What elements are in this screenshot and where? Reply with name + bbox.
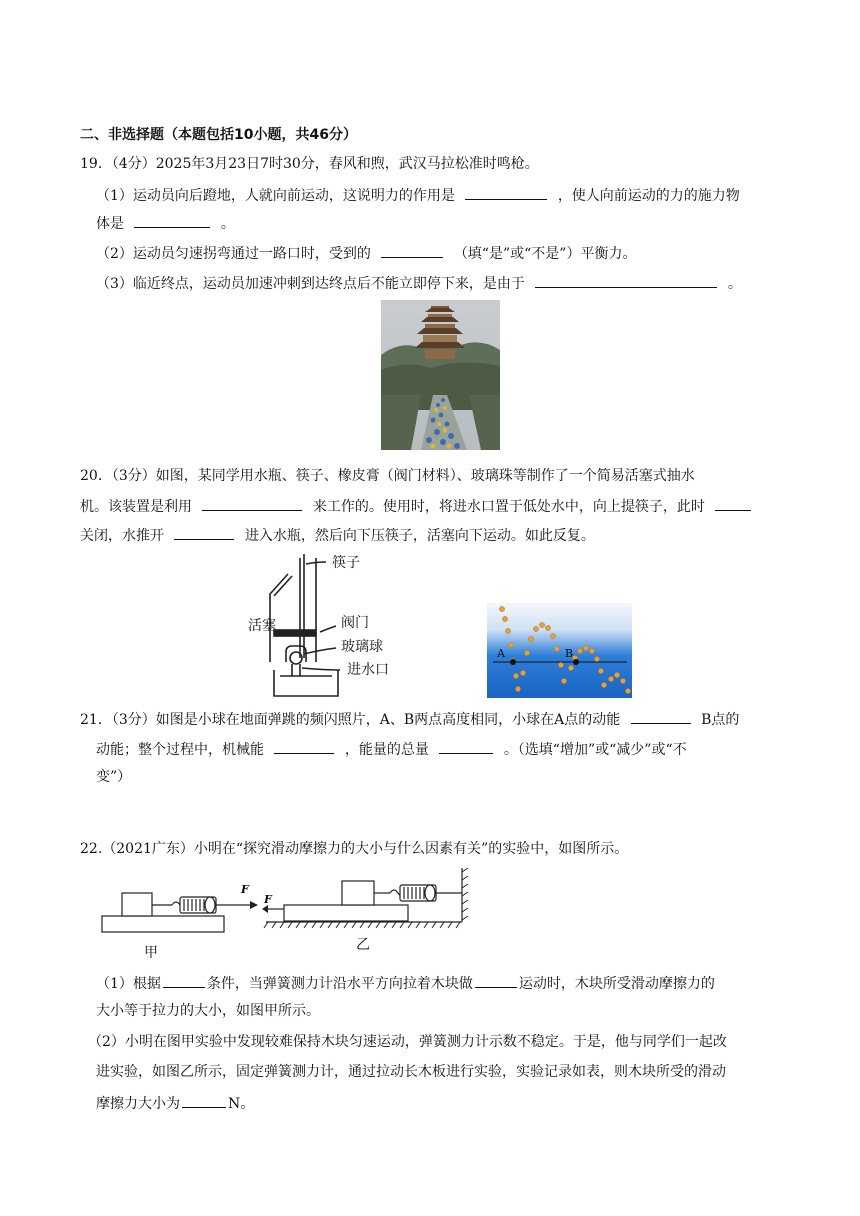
q22-blank-2[interactable] — [475, 972, 517, 988]
q21-blank-3[interactable] — [439, 738, 493, 754]
q19-blank-3[interactable] — [381, 242, 443, 258]
q20-blank-3[interactable] — [174, 524, 234, 540]
q20-blank-1[interactable] — [202, 495, 302, 511]
q22-blank-3[interactable] — [182, 1092, 226, 1108]
q19-part1-line2: 体是 。 — [96, 212, 235, 234]
bouncing-ball-photo — [487, 603, 632, 698]
label-piston: 活塞 — [248, 618, 276, 634]
friction-diagram-jia — [100, 868, 260, 936]
label-chopstick: 筷子 — [332, 555, 360, 571]
q19-blank-1[interactable] — [465, 184, 547, 200]
q19-part2: （2）运动员匀速拐弯通过一路口时，受到的 （填“是”或“不是”）平衡力。 — [96, 242, 636, 264]
q21-line1: 21．（3分）如图是小球在地面弹跳的频闪照片，A、B两点高度相同，小球在A点的动能 B点的 — [80, 708, 739, 730]
label-yi: 乙 — [356, 937, 370, 953]
q21-line2: 动能；整个过程中，机械能 ，能量的总量 。（选填“增加”或“减少”或“不 — [96, 738, 687, 760]
label-point-a: A — [497, 647, 505, 660]
q20-line3: 关闭，水推开 进入水瓶，然后向下压筷子，活塞向下运动。如此反复。 — [80, 524, 595, 546]
q22-part1-line1: （1）根据 条件，当弹簧测力计沿水平方向拉着木块做 运动时，木块所受滑动摩擦力的 — [96, 972, 715, 994]
q20-line2: 机。该装置是利用 来工作的。使用时，将进水口置于低处水中，向上提筷子，此时 — [80, 495, 757, 517]
label-force-f1: F — [241, 883, 249, 896]
q21-line3: 变”） — [96, 769, 132, 785]
section-title: 二、非选择题（本题包括10小题，共46分） — [80, 127, 357, 143]
marathon-photo — [381, 300, 500, 450]
q20-blank-2[interactable] — [715, 495, 751, 511]
q21-blank-1[interactable] — [631, 708, 691, 724]
q22-blank-1[interactable] — [163, 972, 205, 988]
label-jia: 甲 — [144, 945, 158, 961]
label-point-b: B — [565, 647, 574, 660]
q22-part1-line2: 大小等于拉力的大小，如图甲所示。 — [96, 1003, 320, 1019]
q19-part1-line1: （1）运动员向后蹬地，人就向前运动，这说明力的作用是 ，使人向前运动的力的施力物 — [96, 184, 740, 206]
q22-part2-line2: 进实验，如图乙所示，固定弹簧测力计，通过拉动长木板进行实验，实验记录如表，则木块所受的滑动 — [96, 1064, 726, 1080]
q20-line1: 20．（3分）如图，某同学用水瓶、筷子、橡皮膏（阀门材料）、玻璃珠等制作了一个简易活塞式抽水 — [80, 468, 695, 484]
q19-blank-2[interactable] — [134, 212, 210, 228]
friction-diagram-yi — [262, 864, 472, 934]
label-force-f2: F — [264, 893, 272, 906]
q22-part2-line1: （2）小明在图甲实验中发现较难保持木块匀速运动，弹簧测力计示数不稳定。于是，他与同学们一起改 — [88, 1034, 727, 1050]
q22-stem: 22.（2021广东）小明在“探究滑动摩擦力的大小与什么因素有关”的实验中，如图所示。 — [80, 841, 629, 857]
label-valve: 阀门 — [341, 615, 369, 631]
q19-part3: （3）临近终点，运动员加速冲刺到达终点后不能立即停下来，是由于 。 — [96, 272, 742, 294]
label-glass-ball: 玻璃球 — [341, 639, 383, 655]
label-inlet: 进水口 — [347, 662, 389, 678]
q19-stem: 19．（4分）2025年3月23日7时30分，春风和煦，武汉马拉松准时鸣枪。 — [80, 156, 539, 172]
q22-part2-line3: 摩擦力大小为 N。 — [96, 1092, 254, 1114]
q21-blank-2[interactable] — [274, 738, 334, 754]
q19-blank-4[interactable] — [535, 272, 717, 288]
